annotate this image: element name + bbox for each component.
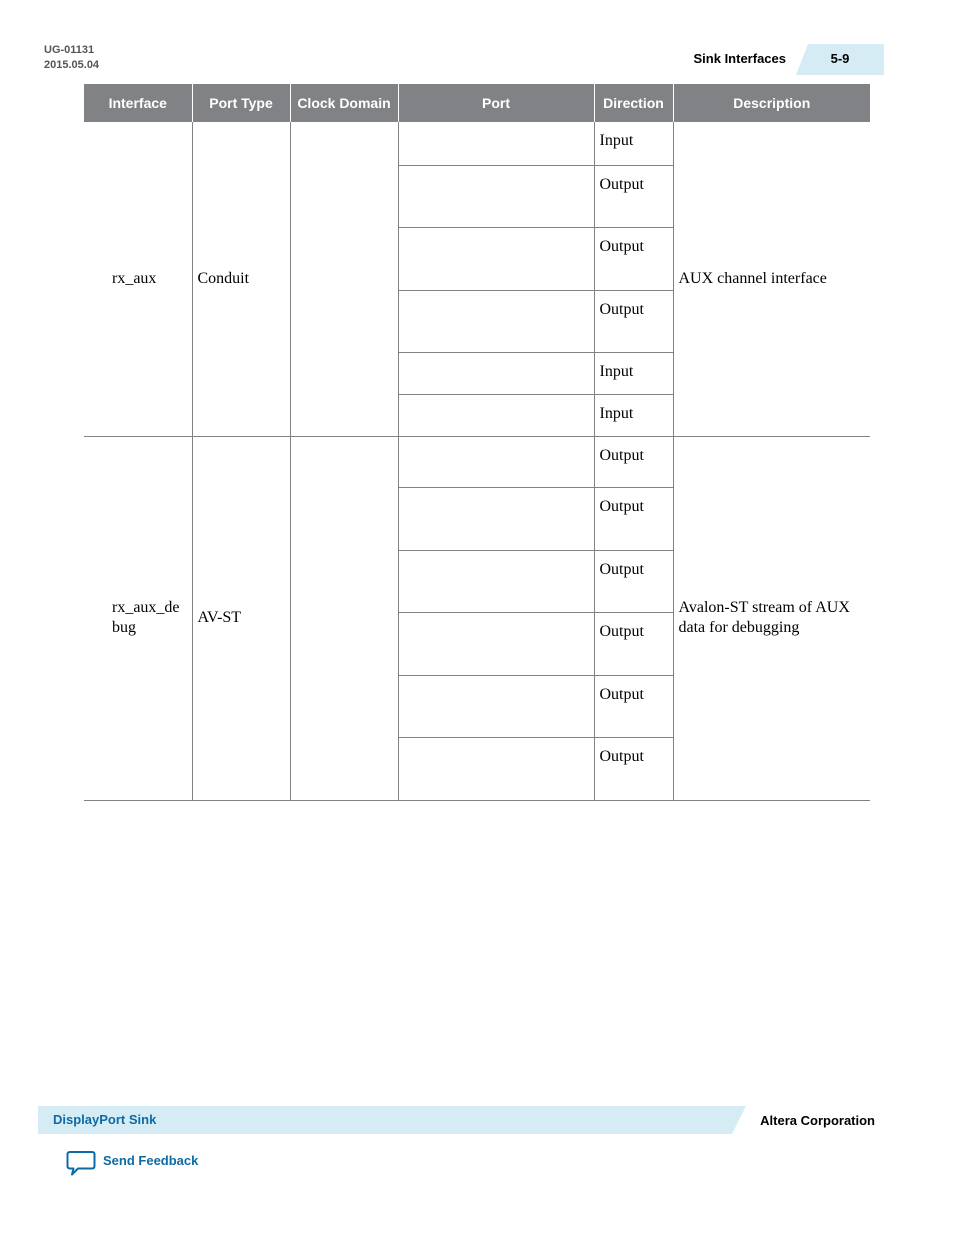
table-row — [84, 436, 870, 487]
port-type-cell: Conduit — [192, 122, 290, 436]
port-cell — [398, 675, 594, 737]
column-header-description: Description — [673, 84, 870, 122]
port-cell — [398, 436, 594, 487]
send-feedback-label[interactable]: Send Feedback — [103, 1153, 199, 1168]
port-cell — [398, 737, 594, 800]
direction-cell: Input — [594, 352, 673, 394]
interface-cell: rx_aux_debug — [84, 436, 192, 800]
table-row — [84, 122, 870, 165]
footer-document-title[interactable]: DisplayPort Sink — [53, 1112, 157, 1127]
port-cell — [398, 122, 594, 165]
direction-cell: Output — [594, 487, 673, 550]
page-number: 5-9 — [830, 51, 850, 66]
interface-cell: rx_aux — [84, 122, 192, 436]
direction-cell: Input — [594, 394, 673, 436]
ports-table — [84, 84, 870, 801]
column-header-port: Port — [398, 84, 594, 122]
clock-domain-cell — [290, 436, 398, 800]
direction-cell: Input — [594, 122, 673, 165]
port-cell — [398, 352, 594, 394]
direction-cell: Output — [594, 612, 673, 675]
port-cell — [398, 394, 594, 436]
column-header-port-type: Port Type — [192, 84, 290, 122]
direction-cell: Output — [594, 290, 673, 352]
port-cell — [398, 612, 594, 675]
document-date: 2015.05.04 — [44, 59, 100, 71]
port-cell — [398, 550, 594, 612]
document-id: UG-01131 — [44, 44, 95, 56]
table-header-row — [84, 84, 870, 122]
column-header-direction: Direction — [594, 84, 673, 122]
direction-cell: Output — [594, 165, 673, 227]
port-cell — [398, 290, 594, 352]
port-cell — [398, 487, 594, 550]
direction-cell: Output — [594, 550, 673, 612]
port-type-cell: AV-ST — [192, 436, 290, 800]
document-id-block — [44, 43, 99, 73]
clock-domain-cell — [290, 122, 398, 436]
port-cell — [398, 165, 594, 227]
footer-company: Altera Corporation — [760, 1113, 875, 1128]
direction-cell: Output — [594, 737, 673, 800]
column-header-interface: Interface — [84, 84, 192, 122]
description-cell: AUX channel interface — [673, 122, 870, 436]
direction-cell: Output — [594, 436, 673, 487]
port-cell — [398, 227, 594, 290]
column-header-clock-domain: Clock Domain — [290, 84, 398, 122]
speech-bubble-icon — [66, 1150, 96, 1178]
direction-cell: Output — [594, 675, 673, 737]
direction-cell: Output — [594, 227, 673, 290]
section-title: Sink Interfaces — [693, 51, 786, 66]
description-cell: Avalon-ST stream of AUX data for debugging — [673, 436, 870, 800]
